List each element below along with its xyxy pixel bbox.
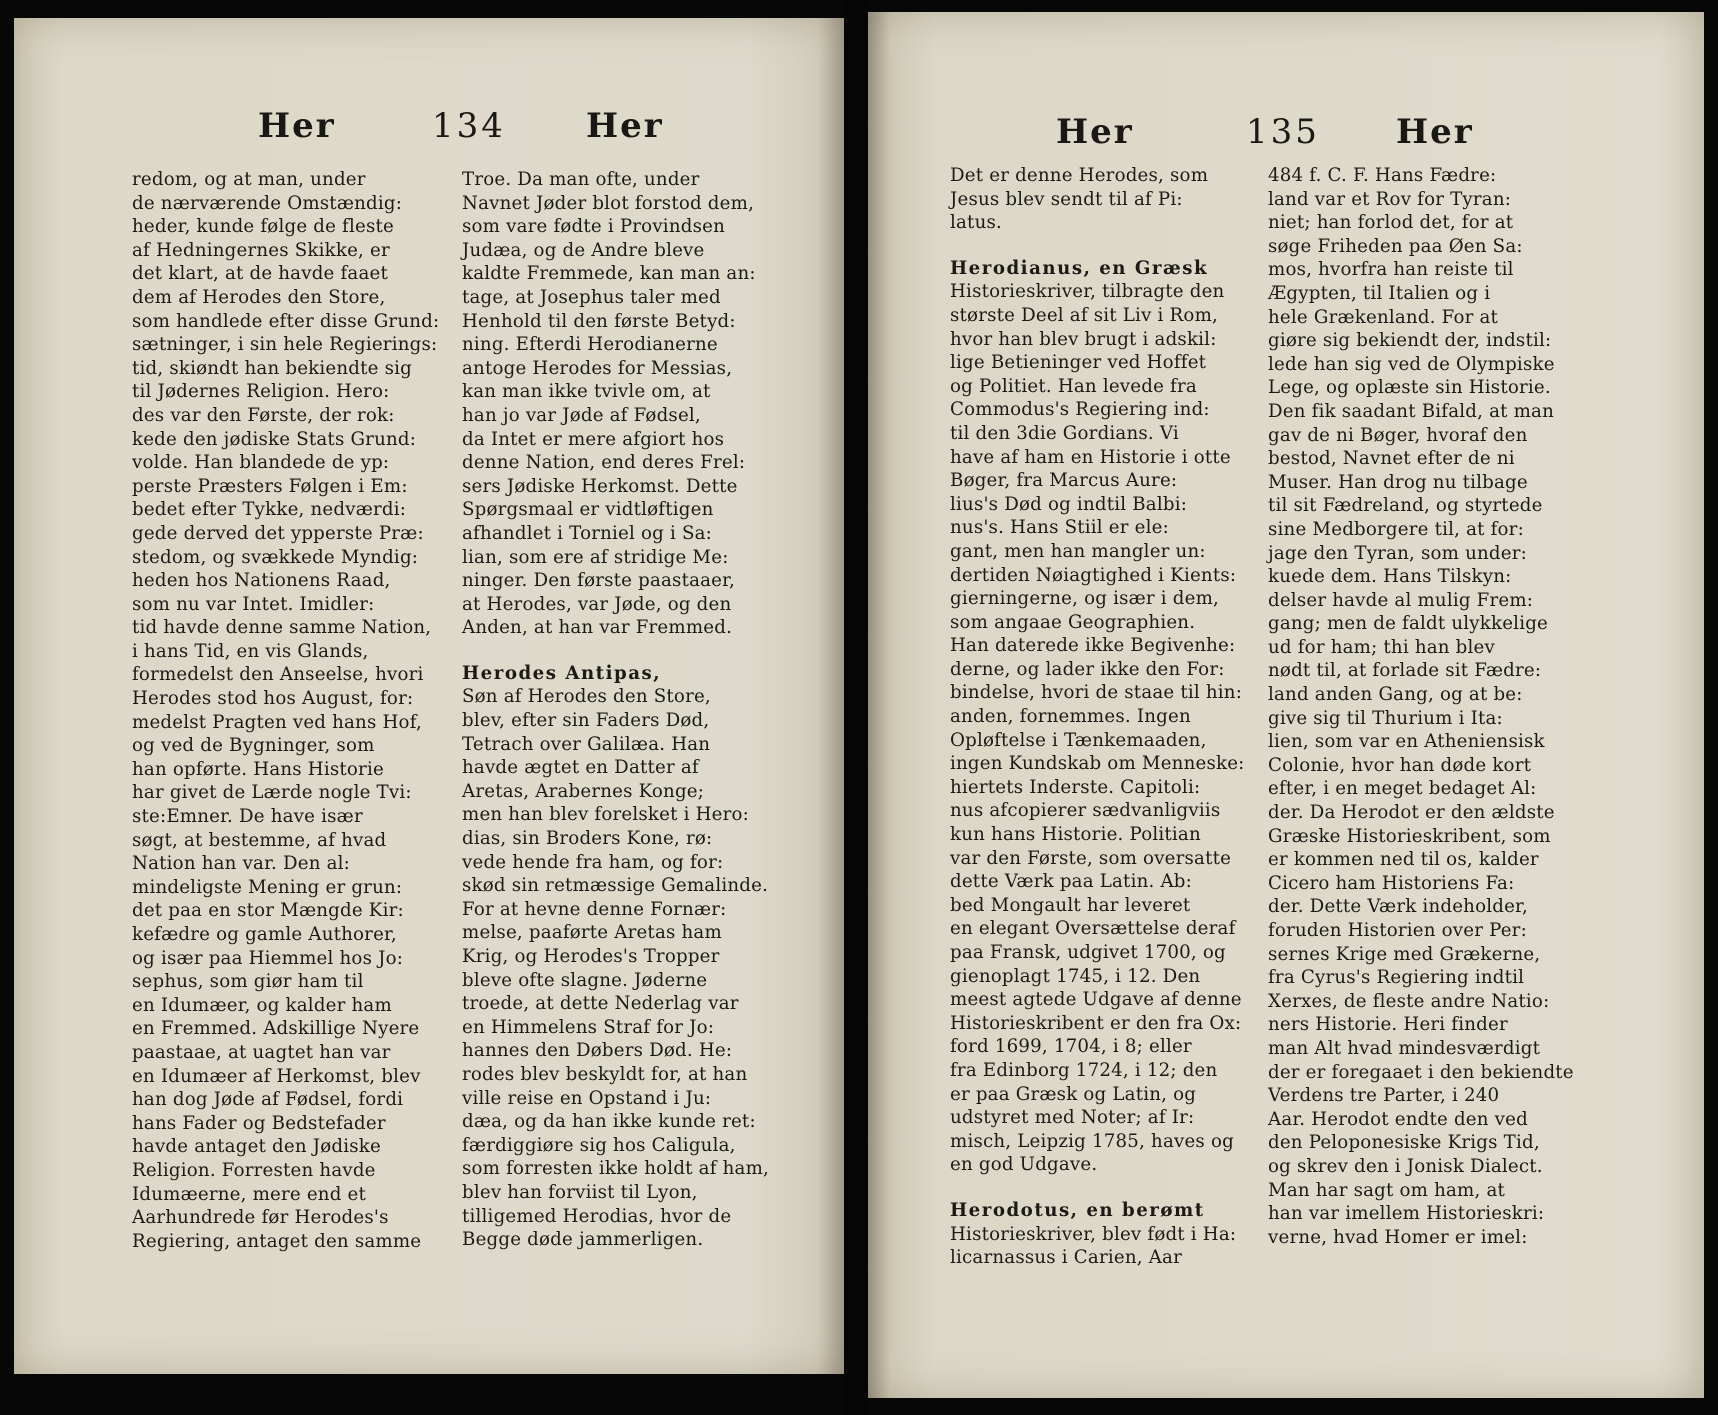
paragraph-gap [462,640,808,662]
text-line: denne Nation, end deres Frel: [462,452,746,474]
text-line: Begge døde jammerligen. [462,1229,704,1251]
text-line: gienoplagt 1745, i 12. Den [950,965,1201,987]
text-line: jage den Tyran, som under: [1268,542,1527,564]
text-line: kede den jødiske Stats Grund: [132,428,417,450]
text-line: blev han forviist til Lyon, [462,1181,698,1203]
text-column [132,168,462,1253]
text-line: antoge Herodes for Messias, [462,357,733,379]
text-line: har givet de Lærde nogle Tvi: [132,782,412,804]
text-line: der. Dette Værk indeholder, [1268,896,1528,918]
text-line: en elegant Oversættelse deraf [950,918,1236,940]
text-line: søgt, at bestemme, af hvad [132,829,387,851]
text-line: ville reise en Opstand i Ju: [462,1087,712,1109]
text-line: som nu var Intet. Imidler: [132,593,375,615]
text-line: perste Præsters Følgen i Em: [132,475,408,497]
text-line: rodes blev beskyldt for, at han [462,1063,748,1085]
text-line: lian, som ere af stridige Me: [462,546,729,568]
text-line: For at hevne denne Fornær: [462,898,727,920]
text-line: ners Historie. Heri finder [1268,1014,1508,1036]
text-line: Bøger, fra Marcus Aure: [950,470,1178,492]
text-line: foruden Historien over Per: [1268,920,1527,941]
text-line: paa Fransk, udgivet 1700, og [950,942,1226,963]
text-line: Judæa, og de Andre bleve [462,239,705,261]
text-line: mindeligste Mening er grun: [132,876,403,898]
text-line: Navnet Jøder blot forstod dem, [462,192,755,214]
text-line: som angaae Geographien. [950,611,1196,633]
text-line: Det er denne Herodes, som [950,165,1209,186]
text-line: da Intet er mere afgiort hos [462,428,725,450]
text-line: en Himmelens Straf for Jo: [462,1016,715,1038]
text-line: giøre sig bekiendt der, indstil: [1268,330,1552,352]
text-line: og skrev den i Jonisk Dialect. [1268,1155,1543,1177]
text-line: gede derved det ypperste Præ: [132,522,424,544]
text-line: volde. Han blandede de yp: [132,452,390,474]
text-line: Anden, at han var Fremmed. [462,617,733,639]
text-line: fra Cyrus's Regiering indtil [1268,967,1525,989]
text-line: ud for ham; thi han blev [1268,636,1495,658]
text-line: hele Grækenland. For at [1268,306,1499,328]
text-line: til Jødernes Religion. Hero: [132,381,390,403]
text-line: give sig til Thurium i Ita: [1268,707,1503,729]
text-line: Han daterede ikke Begivenhe: [950,635,1236,657]
text-line: udstyret med Noter; af Ir: [950,1107,1195,1129]
text-line: meest agtede Udgave af denne [950,989,1242,1011]
text-line: men han blev forelsket i Hero: [462,804,749,826]
text-line: verne, hvad Homer er imel: [1268,1226,1528,1248]
text-line: dæa, og da han ikke kunde ret: [462,1111,756,1133]
text-line: have af ham en Historie i otte [950,446,1231,468]
text-line: og især paa Hiemmel hos Jo: [132,947,404,969]
text-line: kuede dem. Hans Tilskyn: [1268,566,1512,588]
text-line: er paa Græsk og Latin, og [950,1083,1197,1105]
text-line: det paa en stor Mængde Kir: [132,900,404,922]
text-line: Historieskriver, tilbragte den [950,281,1225,303]
text-line: efter, i en meget bedaget Al: [1268,778,1537,800]
text-line: land var et Rov for Tyran: [1268,188,1512,210]
text-line: ingen Kundskab om Menneske: [950,753,1245,775]
text-line: Opløftelse i Tænkemaaden, [950,729,1207,751]
text-column [950,164,1270,1270]
text-line: bleve ofte slagne. Jøderne [462,969,708,991]
text-line: som forresten ikke holdt af ham, [462,1158,769,1180]
text-line: ning. Efterdi Herodianerne [462,334,718,356]
text-line: tid havde denne samme Nation, [132,617,432,639]
text-line: kun hans Historie. Politian [950,824,1201,846]
running-head-right: Her [1396,112,1474,152]
text-line: dertiden Nøiagtighed i Kients: [950,564,1237,586]
text-line: fra Edinborg 1724, i 12; den [950,1059,1218,1081]
text-line: Herodianus, en Græsk [950,257,1209,279]
text-line: land anden Gang, og at be: [1268,684,1523,706]
text-line: redom, og at man, under [132,169,366,190]
text-line: Herodotus, en berømt [950,1199,1205,1221]
text-line: sers Jødiske Herkomst. Dette [462,475,738,497]
text-line: bedet efter Tykke, nedværdi: [132,499,407,521]
text-line: Henhold til den første Betyd: [462,310,736,332]
text-line: som handlede efter disse Grund: [132,310,440,332]
text-line: Historieskribent er den fra Ox: [950,1012,1242,1034]
text-line: de nærværende Omstændig: [132,192,403,214]
left-page [14,18,844,1374]
text-line: det klart, at de havde faaet [132,263,388,285]
text-line: paastaae, at uagtet han var [132,1041,391,1063]
text-line: er kommen ned til os, kalder [1268,849,1539,871]
text-line: Jesus blev sendt til af Pi: [950,188,1183,210]
text-line: hannes den Døbers Død. He: [462,1040,733,1062]
text-line: at Herodes, var Jøde, og den [462,593,732,615]
text-line: nødt til, at forlade sit Fædre: [1268,660,1542,682]
text-line: latus. [950,212,1002,234]
text-line: licarnassus i Carien, Aar [950,1247,1182,1269]
text-line: Xerxes, de fleste andre Natio: [1268,990,1550,1012]
text-line: Man har sagt om ham, at [1268,1179,1505,1201]
text-line: Regiering, antaget den samme [132,1230,422,1252]
right-page [868,12,1704,1398]
text-line: heder, kunde følge de fleste [132,216,394,238]
text-line: han dog Jøde af Fødsel, fordi [132,1089,404,1111]
text-line: til den 3die Gordians. Vi [950,422,1179,444]
running-head-left: Her [258,106,336,146]
text-line: stedom, og svækkede Myndig: [132,546,419,568]
text-line: bestod, Navnet efter de ni [1268,448,1515,470]
page-fold-shadow [818,18,844,1374]
text-line: kan man ikke tvivle om, at [462,381,711,403]
text-line: i hans Tid, en vis Glands, [132,640,369,662]
text-column [462,168,808,1252]
text-line: sætninger, i sin hele Regierings: [132,334,438,356]
running-head-right: Her [586,106,664,146]
text-line: misch, Leipzig 1785, haves og [950,1130,1234,1152]
text-line: ste:Emner. De have især [132,806,363,828]
text-line: Troe. Da man ofte, under [462,169,700,190]
spine-gap [844,0,868,1415]
text-line: den Peloponesiske Krigs Tid, [1268,1132,1540,1154]
text-line: Muser. Han drog nu tilbage [1268,471,1528,493]
text-line: der er foregaaet i den bekiendte [1268,1061,1574,1083]
text-line: af Hedningernes Skikke, er [132,239,390,261]
text-line: Religion. Forresten havde [132,1159,376,1181]
text-line: hvor han blev brugt i adskil: [950,328,1217,350]
text-line: afhandlet i Torniel og i Sa: [462,522,713,544]
text-line: hans Fader og Bedstefader [132,1112,386,1134]
text-line: heden hos Nationens Raad, [132,570,391,592]
text-line: søge Friheden paa Øen Sa: [1268,235,1523,257]
text-line: skød sin retmæssige Gemalinde. [462,875,769,897]
text-line: kefædre og gamle Authorer, [132,924,397,945]
text-line: delser havde al mulig Frem: [1268,589,1534,611]
text-line: Nation han var. Den al: [132,853,350,875]
text-line: lede han sig ved de Olympiske [1268,353,1555,375]
text-line: man Alt hvad mindesværdigt [1268,1037,1541,1059]
text-line: Herodes stod hos August, for: [132,688,414,710]
text-line: medelst Pragten ved hans Hof, [132,711,422,733]
text-line: melse, paaførte Aretas ham [462,922,722,944]
text-line: Krig, og Herodes's Tropper [462,946,720,967]
text-line: nus afcopierer sædvanligviis [950,800,1221,822]
page-number: 135 [1246,112,1320,152]
text-line: Den fik saadant Bifald, at man [1268,400,1555,422]
text-line: Aar. Herodot endte den ved [1268,1108,1528,1130]
text-line: Commodus's Regiering ind: [950,399,1210,421]
text-line: ford 1699, 1704, i 8; eller [950,1036,1192,1058]
text-line: sernes Krige med Grækerne, [1268,943,1541,965]
text-line: Aretas, Arabernes Konge; [462,780,705,802]
text-line: bed Mongault har leveret [950,894,1191,916]
text-line: troede, at dette Nederlag var [462,993,739,1015]
text-line: lige Betieninger ved Hoffet [950,352,1207,374]
text-line: sephus, som giør ham til [132,971,364,993]
text-line: til sit Fædreland, og styrtede [1268,495,1543,517]
page-fold-shadow [868,12,890,1398]
text-line: Historieskriver, blev født i Ha: [950,1223,1237,1245]
text-line: som vare fødte i Provindsen [462,216,725,238]
text-line: blev, efter sin Faders Død, [462,710,710,732]
running-head-left: Her [1056,112,1134,152]
text-line: dias, sin Broders Kone, rø: [462,828,713,850]
text-column [1268,164,1608,1249]
text-line: en god Udgave. [950,1154,1098,1176]
text-line: var den Første, som oversatte [950,847,1232,869]
text-line: Spørgsmaal er vidtløftigen [462,499,714,521]
text-line: gant, men han mangler un: [950,540,1206,562]
text-line: færdiggiøre sig hos Caligula, [462,1134,736,1156]
text-line: der. Da Herodot er den ældste [1268,802,1555,824]
text-line: tage, at Josephus taler med [462,286,721,308]
text-line: niet; han forlod det, for at [1268,212,1514,234]
text-line: dem af Herodes den Store, [132,286,386,308]
text-line: nus's. Hans Stiil er ele: [950,517,1169,539]
text-line: Colonie, hvor han døde kort [1268,754,1532,776]
text-line: Cicero ham Historiens Fa: [1268,872,1515,894]
page-number: 134 [432,106,506,146]
text-line: dette Værk paa Latin. Ab: [950,871,1192,893]
text-line: gang; men de faldt ulykkelige [1268,613,1549,635]
text-line: kaldte Fremmede, kan man an: [462,263,756,285]
paragraph-gap [950,235,1270,257]
text-line: han var imellem Historieskri: [1268,1203,1545,1225]
text-line: Herodes Antipas, [462,662,662,684]
text-line: Søn af Herodes den Store, [462,686,711,708]
text-line: Græske Historieskribent, som [1268,825,1551,847]
text-line: mos, hvorfra han reiste til [1268,259,1514,281]
text-line: des var den Første, der rok: [132,404,395,426]
text-line: Tetrach over Galilæa. Han [462,733,711,755]
text-line: Idumæerne, mere end et [132,1183,366,1205]
text-line: lius's Død og indtil Balbi: [950,493,1188,515]
text-line: Aarhundrede før Herodes's [132,1207,389,1229]
text-line: ninger. Den første paastaaer, [462,570,736,592]
text-line: han jo var Jøde af Fødsel, [462,404,701,426]
text-line: havde ægtet en Datter af [462,757,699,779]
text-line: sine Medborgere til, at for: [1268,518,1524,540]
text-line: en Fremmed. Adskillige Nyere [132,1018,420,1040]
text-line: han opførte. Hans Historie [132,758,384,780]
text-line: Lege, og oplæste sin Historie. [1268,377,1551,399]
text-line: vede hende fra ham, og for: [462,851,724,873]
text-line: og ved de Bygninger, som [132,735,375,757]
text-line: bindelse, hvori de staae til hin: [950,682,1243,704]
text-line: hiertets Inderste. Capitoli: [950,776,1201,798]
text-line: gav de ni Bøger, hvoraf den [1268,424,1528,446]
text-line: lien, som var en Atheniensisk [1268,731,1545,753]
text-line: havde antaget den Jødiske [132,1136,381,1158]
paragraph-gap [950,1177,1270,1199]
text-line: 484 f. C. F. Hans Fædre: [1268,165,1497,186]
text-line: tilligemed Herodias, hvor de [462,1205,732,1227]
text-line: og Politiet. Han levede fra [950,375,1197,397]
text-line: en Idumæer, og kalder ham [132,994,392,1016]
text-line: tid, skiøndt han bekiendte sig [132,357,412,379]
text-line: Ægypten, til Italien og i [1268,282,1491,304]
text-line: gierningerne, og især i dem, [950,588,1220,610]
text-line: Verdens tre Parter, i 240 [1268,1085,1500,1107]
text-line: formedelst den Anseelse, hvori [132,664,424,686]
text-line: derne, og lader ikke den For: [950,658,1225,680]
text-line: anden, fornemmes. Ingen [950,706,1191,728]
text-line: en Idumæer af Herkomst, blev [132,1065,421,1087]
text-line: største Deel af sit Liv i Rom, [950,304,1218,326]
